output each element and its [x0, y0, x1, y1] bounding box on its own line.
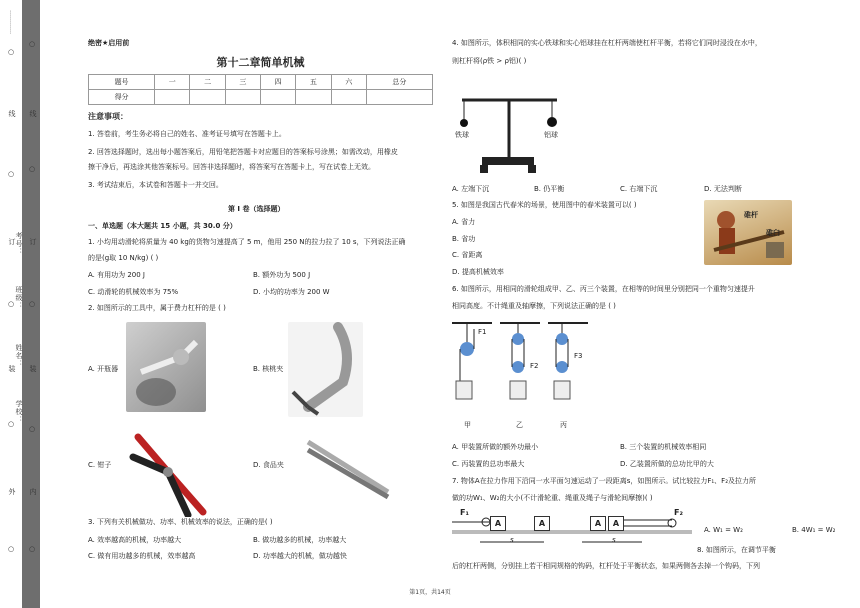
- q2-option-c[interactable]: C. 钳子: [88, 461, 112, 469]
- page-title: 第十二章简单机械: [216, 56, 305, 69]
- pliers-icon: [128, 427, 208, 517]
- q2-stem: 2. 如图所示的工具中，属于费力杠杆的是 ( ): [88, 304, 226, 312]
- note-item: 2. 回答选择题时，选出每小题答案后，用铅笔把答题卡对应题目的答案标号涂黑；如需改动，用橡皮: [88, 148, 398, 156]
- score-table-header-row: [89, 75, 433, 90]
- q7-option-a[interactable]: A. W₁ = W₂: [704, 526, 743, 534]
- q5-option-b[interactable]: B. 省功: [452, 235, 476, 243]
- strip-label-outer-3: 装: [8, 365, 16, 373]
- strip-label-inner-1: 线: [29, 110, 37, 118]
- label-f2-q7: F₂: [674, 508, 683, 517]
- q6-stem-2: 相同高度。不计绳重及轴摩擦，下列说法正确的是 ( ): [452, 302, 616, 310]
- strip-label-inner-4: 内: [29, 488, 37, 496]
- score-cell: 总分: [366, 75, 432, 90]
- score-cell: 五: [296, 75, 331, 90]
- q1-stem: 1. 小均用动滑轮将质量为 40 kg的货物匀速提高了 5 m，他用 250 N的拉力拉了 10 s，下列说法正确: [88, 238, 406, 246]
- label-s: s: [612, 536, 616, 544]
- page-footer: 第1页，共14页: [409, 589, 451, 596]
- score-input-cell[interactable]: [225, 90, 260, 105]
- q7-option-b[interactable]: B. 4W₁ = W₂: [792, 526, 836, 534]
- q6-option-a[interactable]: A. 甲装置所做的额外功最小: [452, 443, 539, 451]
- score-input-cell[interactable]: [155, 90, 190, 105]
- field-exam-number: 考号：: [15, 232, 23, 256]
- q4-stem-2: 则杠杆将(ρ铁 > ρ铝)( ): [452, 57, 527, 65]
- q6-option-c[interactable]: C. 丙装置的总功率最大: [452, 460, 525, 468]
- pulley-bing-top: [556, 333, 568, 345]
- strip-circle: ○: [7, 170, 15, 179]
- label-f1-q7: F₁: [460, 508, 469, 517]
- q4-stem: 4. 如图所示，体积相同的实心铁球和实心铝球挂在杠杆两端使杠杆平衡，若将它们同时浸没在水中，: [452, 39, 762, 47]
- iron-ball: [460, 119, 468, 127]
- q3-option-c[interactable]: C. 做有用功越多的机械，效率越高: [88, 552, 196, 560]
- label-f2: F2: [530, 362, 539, 370]
- label-f1: F1: [478, 328, 487, 336]
- q2-option-b[interactable]: B. 核桃夹: [253, 365, 284, 373]
- box-a: A: [490, 516, 506, 531]
- strip-circle: ○: [28, 425, 36, 434]
- q3-stem: 3. 下列有关机械做功、功率、机械效率的说法，正确的是( ): [88, 518, 273, 526]
- q8-stem-2: 后的杠杆两侧，分别挂上若干相同规格的钩码，杠杆处于平衡状态，如果两侧各去掉一个钩码，下列: [452, 562, 760, 570]
- q8-stem: 8. 如图所示，在调节平衡: [697, 546, 776, 554]
- note-item: 1. 答卷前，考生务必将自己的姓名、准考证号填写在答题卡上。: [88, 130, 286, 138]
- score-input-cell[interactable]: [331, 90, 366, 105]
- score-cell: 得分: [89, 90, 155, 105]
- strip-circle: ○: [28, 165, 36, 174]
- label-aluminum-ball: 铝球: [544, 131, 558, 139]
- box-a: A: [608, 516, 624, 531]
- q7-stem: 7. 物体A在拉力作用下沿同一水平面匀速运动了一段距离s，如图所示。试比较拉力F₁、F₂及拉力所: [452, 477, 757, 485]
- q5-stem: 5. 如图是我国古代春米的场景，使用图中的春米装置可以( ): [452, 201, 637, 209]
- score-input-cell[interactable]: [260, 90, 295, 105]
- score-table-score-row: [89, 90, 433, 105]
- notes-title: 注意事项：: [88, 112, 128, 121]
- q1-option-d[interactable]: D. 小均的功率为 200 W: [253, 288, 330, 296]
- q3-option-d[interactable]: D. 功率越大的机械，做功越快: [253, 552, 347, 560]
- strip-label-outer-4: 外: [8, 488, 16, 496]
- label-bing: 丙: [560, 421, 567, 429]
- food-tongs-image: [303, 432, 393, 512]
- pulley-yi-top: [512, 333, 524, 345]
- strip-dashes-outer-1: …………: [8, 10, 15, 34]
- nutcracker-image: [288, 322, 363, 417]
- box-a: A: [534, 516, 550, 531]
- strip-circle: ○: [7, 420, 15, 429]
- q1-option-a[interactable]: A. 有用功为 200 J: [88, 271, 145, 279]
- score-input-cell[interactable]: [366, 90, 432, 105]
- secret-mark: 绝密★启用前: [88, 39, 130, 47]
- q4-option-c[interactable]: C. 右端下沉: [620, 185, 658, 193]
- rice-pounding-image: [704, 200, 792, 265]
- pic-label-mortar: 碓臼: [766, 229, 780, 237]
- strip-circle: ○: [7, 48, 15, 57]
- label-s: s: [510, 536, 514, 544]
- q1-stem-2: 的是(g取 10 N/kg) ( ): [88, 254, 159, 262]
- section-title: 第 I 卷（选择题）: [228, 205, 285, 213]
- bottle-opener-image: [126, 322, 206, 412]
- score-table: [88, 74, 433, 105]
- strip-circle: ○: [28, 300, 36, 309]
- part-title: 一、单选题（本大题共 15 小题，共 30.0 分）: [88, 222, 237, 230]
- note-item: 3. 考试结束后，本试卷和答题卡一并交回。: [88, 181, 223, 189]
- score-cell: 四: [260, 75, 295, 90]
- bottle-opener-icon: [126, 322, 206, 412]
- pulley-bing-bottom: [556, 361, 568, 373]
- label-f3: F3: [574, 352, 583, 360]
- strip-circle: ○: [28, 545, 36, 554]
- score-input-cell[interactable]: [296, 90, 331, 105]
- pulley-jia: [460, 342, 474, 356]
- label-yi: 乙: [516, 421, 523, 429]
- score-input-cell[interactable]: [190, 90, 225, 105]
- box-a: A: [590, 516, 606, 531]
- q1-option-b[interactable]: B. 额外功为 500 J: [253, 271, 311, 279]
- q6-stem: 6. 如图所示，用相同的滑轮组成甲、乙、丙三个装置，在相等的时间里分别把同一个重物匀速提升: [452, 285, 755, 293]
- field-name: 姓名：: [15, 344, 23, 368]
- pulley-yi-bottom: [512, 361, 524, 373]
- strip-label-outer-1: 线: [8, 110, 16, 118]
- score-cell: 六: [331, 75, 366, 90]
- q5-option-c[interactable]: C. 省距离: [452, 251, 483, 259]
- score-cell: 二: [190, 75, 225, 90]
- score-cell: 三: [225, 75, 260, 90]
- food-tongs-icon: [303, 432, 393, 512]
- nutcracker-icon: [288, 322, 363, 417]
- aluminum-ball: [547, 117, 557, 127]
- weight-yi: [510, 381, 526, 399]
- q2-option-d[interactable]: D. 食品夹: [253, 461, 284, 469]
- q5-option-d[interactable]: D. 提高机械效率: [452, 268, 504, 276]
- note-item: 擦干净后，再选涂其他答案标号。回答非选择题时，将答案写在答题卡上，写在试卷上无效。: [88, 163, 375, 171]
- weight-jia: [456, 381, 472, 399]
- q7-stem-2: 做的功W₁、W₂的大小(不计滑轮重、绳重及绳子与滑轮间摩擦)( ): [452, 494, 653, 502]
- q6-option-b[interactable]: B. 三个装置的机械效率相同: [620, 443, 707, 451]
- pic-label-pestle: 碓杆: [744, 211, 758, 219]
- strip-label-outer-2: 订: [8, 238, 16, 246]
- lever-base: [482, 157, 534, 165]
- q4-option-a[interactable]: A. 左端下沉: [452, 185, 490, 193]
- q6-option-d[interactable]: D. 乙装置所做的总功比甲的大: [620, 460, 714, 468]
- label-iron-ball: 铁球: [455, 131, 469, 139]
- strip-label-inner-3: 装: [29, 365, 37, 373]
- q1-option-c[interactable]: C. 动滑轮的机械效率为 75%: [88, 288, 179, 296]
- q4-option-d[interactable]: D. 无法判断: [704, 185, 742, 193]
- weight-bing: [554, 381, 570, 399]
- q2-option-a[interactable]: A. 开瓶器: [88, 365, 119, 373]
- field-school: 学校：: [15, 400, 23, 424]
- strip-label-inner-2: 订: [29, 238, 37, 246]
- field-class: 班级：: [15, 286, 23, 310]
- strip-circle: ○: [28, 40, 36, 49]
- q3-option-b[interactable]: B. 做功越多的机械，功率越大: [253, 536, 347, 544]
- score-cell: 题号: [89, 75, 155, 90]
- pliers-image: [128, 427, 208, 517]
- strip-circle: ○: [7, 545, 15, 554]
- label-jia: 甲: [464, 421, 471, 429]
- q4-option-b[interactable]: B. 仍平衡: [534, 185, 565, 193]
- q5-option-a[interactable]: A. 省力: [452, 218, 476, 226]
- score-cell: 一: [155, 75, 190, 90]
- strip-circle: ○: [7, 300, 15, 309]
- q3-option-a[interactable]: A. 效率越高的机械，功率越大: [88, 536, 182, 544]
